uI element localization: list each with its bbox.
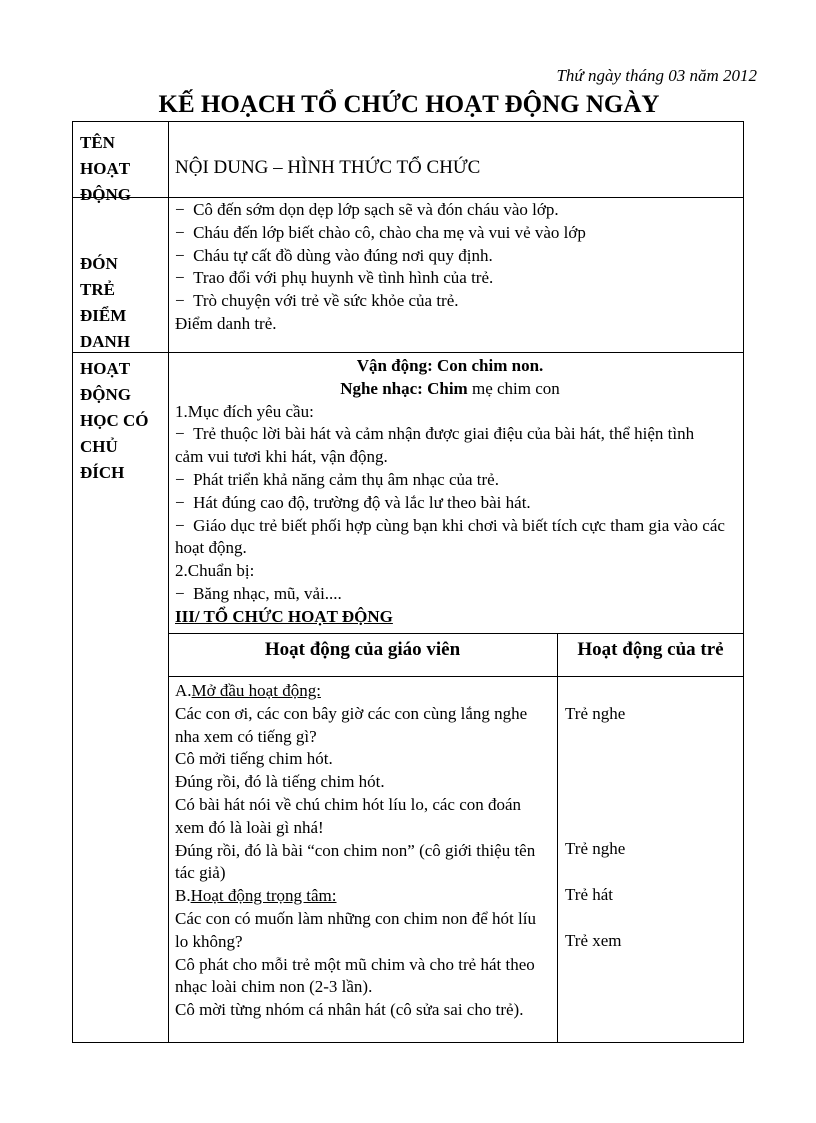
content-header: NỘI DUNG – HÌNH THỨC TỔ CHỨC — [175, 157, 481, 178]
section-prep: 2.Chuẩn bị: — [175, 561, 255, 581]
section-goals: 1.Mục đích yêu cầu: — [175, 401, 314, 421]
column-divider — [168, 121, 169, 1043]
list-item: − Trò chuyện với trẻ về sức khỏe của trẻ. — [175, 290, 725, 313]
learning-content — [175, 355, 725, 629]
list-item: − Hát đúng cao độ, trường độ và lắc lư theo bài hát. — [175, 492, 725, 515]
row-label-activity-name: TÊN HOẠT ĐỘNG — [80, 133, 131, 204]
list-item: Cô phát cho mỗi trẻ một mũ chim và cho trẻ hát theo nhạc loài chim non (2-3 lần). — [175, 954, 535, 997]
child-column-header: Hoạt động của trẻ — [577, 639, 724, 660]
row-label-learning: HOẠT ĐỘNG HỌC CÓ CHỦ ĐÍCH — [80, 359, 149, 482]
teacher-column-header: Hoạt động của giáo viên — [264, 639, 461, 660]
list-item: − Cháu tự cất đồ dùng vào đúng nơi quy định. — [175, 245, 725, 268]
row-divider — [72, 352, 744, 353]
part-b-heading: B.Hoạt động trọng tâm: — [175, 886, 337, 906]
list-item: − Trao đổi với phụ huynh về tình hình của trẻ. — [175, 267, 725, 290]
subtable-header-line — [168, 676, 744, 677]
page-title: KẾ HOẠCH TỔ CHỨC HOẠT ĐỘNG NGÀY — [158, 91, 660, 118]
subtable-column-divider — [557, 633, 558, 1043]
list-item: Cô mời từng nhóm cá nhân hát (cô sửa sai cho trẻ). — [175, 1000, 524, 1020]
reception-content — [175, 199, 725, 336]
list-item: − Băng nhạc, mũ, vải.... — [175, 583, 725, 606]
child-activity: Trẻ xem — [565, 931, 622, 950]
list-item: − Cháu đến lớp biết chào cô, chào cha mẹ và vui vẻ vào lớp — [175, 222, 725, 245]
subtable-top-line — [168, 633, 744, 634]
list-item: Cô mởi tiếng chim hót. — [175, 749, 333, 769]
section-organize: III/ TỔ CHỨC HOẠT ĐỘNG — [175, 606, 393, 626]
child-activity: Trẻ nghe — [565, 704, 626, 723]
teacher-activities — [175, 680, 547, 1022]
date-line: Thứ ngày tháng 03 năm 2012 — [556, 66, 757, 85]
child-activity: Trẻ hát — [565, 885, 614, 904]
list-item: Các con có muốn làm những con chim non để hót líu lo không? — [175, 908, 536, 951]
child-activity: Trẻ nghe — [565, 839, 626, 858]
list-item: Đúng rồi, đó là bài “con chim non” (cô giới thiệu tên tác giả) — [175, 840, 536, 883]
list-item: − Trẻ thuộc lời bài hát và cảm nhận được giai điệu của bài hát, thể hiện tình cảm vui tươi khi hát, vận động. — [175, 423, 725, 469]
list-item: − Giáo dục trẻ biết phối hợp cùng bạn khi chơi và biết tích cực tham gia vào các hoạt động. — [175, 515, 725, 561]
list-item: Đúng rồi, đó là tiếng chim hót. — [175, 772, 385, 792]
part-a-heading: A.Mở đầu hoạt động: — [175, 681, 321, 700]
list-item: Có bài hát nói về chú chim hót líu lo, các con đoán xem đó là loài gì nhá! — [175, 794, 522, 837]
list-item: Các con ơi, các con bây giờ các con cùng lắng nghe nha xem có tiếng gì? — [175, 703, 528, 746]
music-heading: Nghe nhạc: Chim mẹ chim con — [340, 378, 560, 398]
list-item: − Phát triển khả năng cảm thụ âm nhạc của trẻ. — [175, 469, 725, 492]
row-divider — [72, 197, 744, 198]
row-label-reception: ĐÓN TRẺ ĐIỂM DANH — [80, 254, 131, 351]
attendance-line: Điểm danh trẻ. — [175, 313, 277, 333]
list-item: − Cô đến sớm dọn dẹp lớp sạch sẽ và đón cháu vào lớp. — [175, 199, 725, 222]
activity-heading: Vận động: Con chim non. — [356, 356, 544, 375]
